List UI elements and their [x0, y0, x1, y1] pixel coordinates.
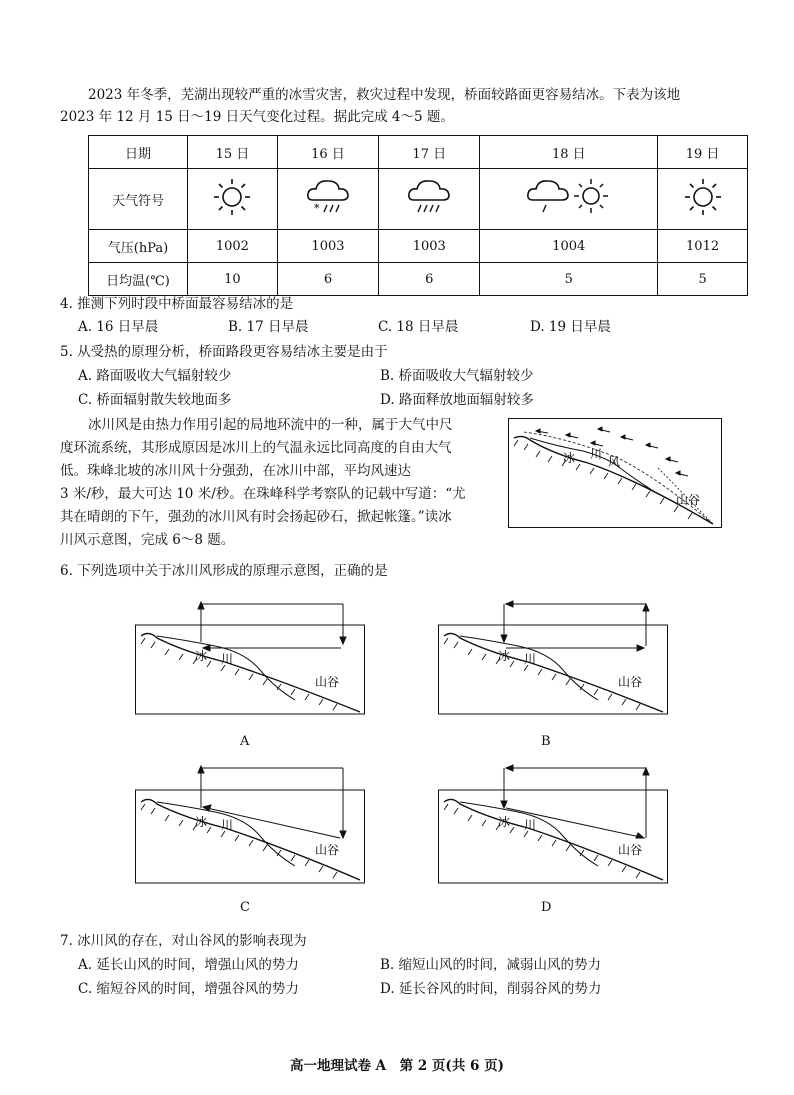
option-b-label[interactable]: B: [541, 734, 551, 749]
table-row: [89, 169, 748, 230]
valley-label: 山谷: [676, 493, 701, 507]
sun-icon: [681, 175, 725, 219]
glacier-char: 冰: [563, 451, 576, 465]
option-c-diagram: [135, 762, 365, 884]
q4-stem: 4. 推测下列时段中桥面最容易结冰的是: [60, 296, 294, 312]
weather-table: [88, 135, 748, 296]
date-cell: 18 日: [480, 136, 658, 169]
passage-line-1: 冰川风是由热力作用引起的局地环流中的一种，属于大气中尺: [88, 417, 453, 433]
temp-cell: 10: [188, 263, 278, 296]
q4-option-c[interactable]: C. 18 日早晨: [378, 319, 459, 335]
passage-line-2: 度环流系统，其形成原因是冰川上的气温永远比同高度的自由大气: [60, 440, 452, 456]
row-label: 天气符号: [89, 169, 188, 230]
q4-option-d[interactable]: D. 19 日早晨: [530, 319, 611, 335]
option-a-diagram: [135, 600, 365, 715]
q7-option-c[interactable]: C. 缩短谷风的时间，增强谷风的势力: [78, 981, 299, 997]
glacier-char: 川: [221, 818, 234, 832]
snow-cloud-icon: [303, 174, 353, 220]
row-label: 气压(hPa): [89, 230, 188, 263]
rain-cloud-icon: [404, 174, 454, 220]
pressure-cell: 1003: [277, 230, 378, 263]
glacier-char: 冰: [498, 649, 511, 663]
q5-option-d[interactable]: D. 路面释放地面辐射较多: [380, 392, 534, 408]
q6-stem: 6. 下列选项中关于冰川风形成的原理示意图，正确的是: [60, 563, 388, 579]
q4-option-a[interactable]: A. 16 日早晨: [78, 319, 159, 335]
q7-option-b[interactable]: B. 缩短山风的时间，减弱山风的势力: [380, 957, 602, 973]
table-row: [89, 136, 748, 169]
passage-line-6: 川风示意图，完成 6～8 题。: [60, 532, 235, 548]
q7-option-d[interactable]: D. 延长谷风的时间，削弱谷风的势力: [380, 981, 602, 997]
temp-cell: 5: [480, 263, 658, 296]
valley-label: 山谷: [315, 675, 340, 689]
table-row: [89, 263, 748, 296]
pressure-cell: 1003: [379, 230, 480, 263]
date-cell: 16 日: [277, 136, 378, 169]
glacier-char: 川: [524, 652, 537, 666]
passage-line-5: 其在晴朗的下午，强劲的冰川风有时会扬起砂石，掀起帐篷。”读冰: [60, 509, 452, 525]
glacier-char: 冰: [498, 815, 511, 829]
temp-cell: 5: [658, 263, 748, 296]
svg-text:*: *: [313, 202, 320, 215]
pressure-cell: 1002: [188, 230, 278, 263]
q7-stem: 7. 冰川风的存在，对山谷风的影响表现为: [60, 933, 307, 949]
option-d-label[interactable]: D: [541, 900, 552, 915]
row-label: 日均温(℃): [89, 263, 188, 296]
valley-label: 山谷: [618, 675, 643, 689]
cloud-rain-sun-icon: [524, 174, 614, 220]
intro-line-2: 2023 年 12 月 15 日～19 日天气变化过程。据此完成 4～5 题。: [60, 109, 454, 125]
intro-line-1: 2023 年冬季，芜湖出现较严重的冰雪灾害，救灾过程中发现，桥面较路面更容易结冰。下表为该地: [88, 87, 681, 103]
date-cell: 17 日: [379, 136, 480, 169]
passage-line-4: 3 米/秒，最大可达 10 米/秒。在珠峰科学考察队的记载中写道：“尤: [60, 486, 466, 502]
glacier-char: 风: [608, 455, 621, 469]
temp-cell: 6: [379, 263, 480, 296]
pressure-cell: 1012: [658, 230, 748, 263]
q5-stem: 5. 从受热的原理分析，桥面路段更容易结冰主要是由于: [60, 344, 388, 360]
glacier-char: 川: [221, 652, 234, 666]
q5-option-c[interactable]: C. 桥面辐射散失较地面多: [78, 392, 232, 408]
glacier-char: 川: [590, 447, 603, 461]
option-a-label[interactable]: A: [240, 734, 250, 749]
date-cell: 19 日: [658, 136, 748, 169]
table-row: [89, 230, 748, 263]
glacier-char: 川: [524, 818, 537, 832]
q4-option-b[interactable]: B. 17 日早晨: [228, 319, 309, 335]
temp-cell: 6: [277, 263, 378, 296]
q5-option-b[interactable]: B. 桥面吸收大气辐射较少: [380, 368, 534, 384]
q7-option-a[interactable]: A. 延长山风的时间，增强山风的势力: [78, 957, 299, 973]
date-cell: 15 日: [188, 136, 278, 169]
glacier-wind-diagram: [508, 418, 722, 528]
page-footer: 高一地理试卷 A 第 2 页(共 6 页): [289, 1058, 505, 1074]
passage-line-3: 低。珠峰北坡的冰川风十分强劲，在冰川中部，平均风速达: [60, 463, 411, 479]
option-c-label[interactable]: C: [240, 900, 250, 915]
glacier-char: 冰: [195, 649, 208, 663]
row-label: 日期: [89, 136, 188, 169]
pressure-cell: 1004: [480, 230, 658, 263]
valley-label: 山谷: [315, 843, 340, 857]
sun-icon: [210, 175, 254, 219]
glacier-char: 冰: [195, 815, 208, 829]
q5-option-a[interactable]: A. 路面吸收大气辐射较少: [78, 368, 232, 384]
valley-label: 山谷: [618, 843, 643, 857]
option-d-diagram: [438, 762, 668, 884]
option-b-diagram: [438, 600, 668, 715]
